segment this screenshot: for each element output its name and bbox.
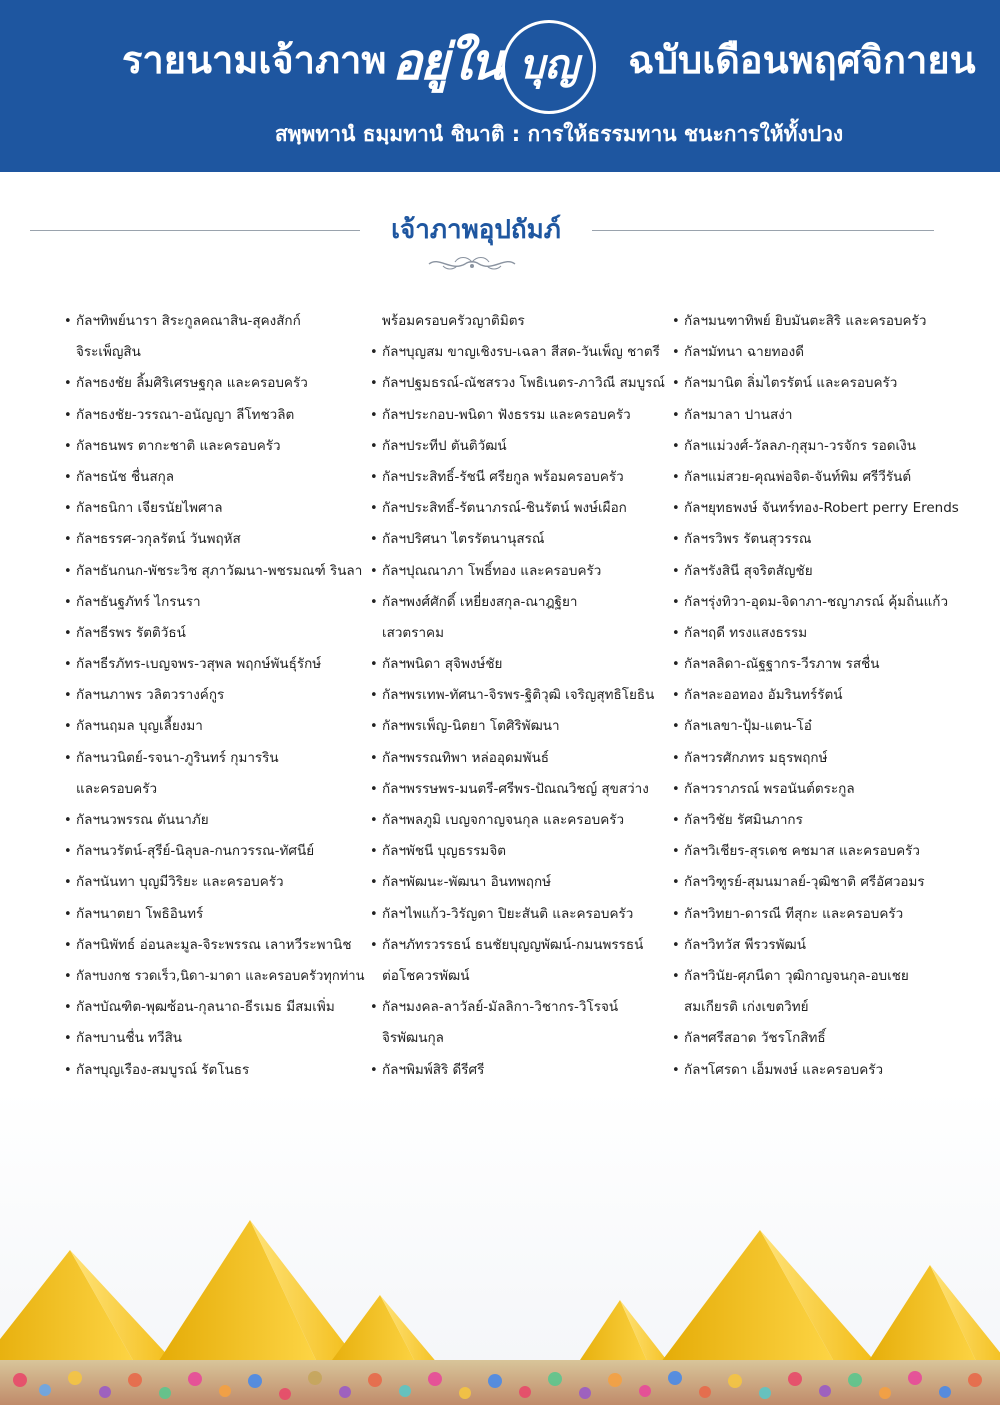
bullet-icon: • — [370, 719, 378, 735]
bullet-icon: • — [64, 657, 72, 673]
sponsor-name-text: กัลฯยุทธพงษ์ จันทร์ทอง-Robert perry Erends — [684, 500, 959, 517]
sponsor-name-text: กัลฯมานิต ลิ่มไตรรัตน์ และครอบครัว — [684, 375, 898, 392]
sponsor-name — [672, 836, 972, 867]
sponsor-name-text: พร้อมครอบครัวญาติมิตร — [382, 313, 525, 329]
sponsor-name-text: กัลฯโศรดา เอ็มพงษ์ และครอบครัว — [684, 1061, 884, 1078]
sponsor-name-text: กัลฯทิพย์นารา สิระกูลคณาสิน-สุคงสักก์ — [76, 313, 301, 329]
sponsor-list — [0, 306, 1000, 1096]
sponsor-name — [64, 431, 364, 462]
sponsor-name — [672, 805, 972, 836]
sponsor-name-text: กัลฯแม่สวย-คุณพ่อจิต-จันท์พิม ศรีวีรันต์ — [684, 468, 912, 485]
sponsor-name — [370, 524, 670, 555]
logo-text-circle: บุญ — [519, 41, 579, 88]
sponsor-name-text: กัลฯนวรัตน์-สุรีย์-นิลุบล-กนกวรรณ-ทัศนีย์ — [76, 843, 315, 860]
sponsor-name — [672, 587, 972, 618]
sponsor-name-text: กัลฯธันกนก-พัชระวิช สุภาวัฒนา-พชรมณฑ์ รินลา — [76, 562, 363, 579]
sponsor-name — [672, 961, 972, 992]
sponsor-name-text: กัลฯพิมพ์สิริ ดีรีศรี — [382, 1061, 485, 1078]
sponsor-name — [64, 805, 364, 836]
bullet-icon: • — [370, 1062, 378, 1078]
sponsor-name — [672, 400, 972, 431]
bullet-icon: • — [672, 563, 680, 579]
sponsor-name-text: กัลฯฤดี ทรงแสงธรรม — [684, 624, 808, 641]
bullet-icon: • — [370, 407, 378, 423]
sponsor-name-text: กัลฯรังสินี สุจริตสัญชัย — [684, 562, 813, 579]
sponsor-name — [672, 462, 972, 493]
bullet-icon: • — [64, 438, 72, 454]
sponsor-name-text: กัลฯประทีป ตันติวัฒน์ — [382, 437, 507, 454]
sponsor-name — [672, 1023, 972, 1054]
ornament-flourish-icon — [425, 252, 519, 274]
bullet-icon: • — [64, 906, 72, 922]
sponsor-name — [64, 930, 364, 961]
sponsor-name-text: กัลฯเลขา-ปุ้ม-แตน-โอ๋ — [684, 718, 812, 735]
section-title: เจ้าภาพอุปถัมภ์ — [391, 215, 561, 245]
bullet-icon: • — [64, 532, 72, 548]
sponsor-name-text: กัลฯนฤมล บุญเลี้ยงมา — [76, 718, 203, 735]
bullet-icon: • — [672, 407, 680, 423]
bullet-icon: • — [672, 1062, 680, 1078]
sponsor-name-text: กัลฯภัทรวรรธน์ ธนชัยบุญญพัฒน์-กมนพรรธน์ — [382, 936, 644, 953]
sponsor-name — [64, 961, 364, 992]
bullet-icon: • — [370, 376, 378, 392]
sponsor-name — [370, 431, 670, 462]
sponsor-name-text: กัลฯศรีสอาด วัชรโกสิทธิ์ — [684, 1030, 826, 1047]
bullet-icon: • — [672, 906, 680, 922]
sponsor-name-text: กัลฯพรรษพร-มนตรี-ศรีพร-ปัณณวิชญ์ สุขสว่าง — [382, 780, 649, 797]
divider-right — [592, 230, 934, 231]
sponsor-name — [64, 493, 364, 524]
bullet-icon: • — [672, 314, 680, 329]
sponsor-name-continued — [370, 306, 670, 337]
sponsor-name — [370, 400, 670, 431]
bullet-icon: • — [370, 813, 378, 828]
sponsor-name-text: กัลฯวิเชียร-สุรเดช คชมาส และครอบครัว — [684, 843, 920, 860]
bullet-icon: • — [64, 875, 72, 891]
bullet-icon: • — [672, 469, 680, 485]
header-title-right: ฉบับเดือนพฤศจิกายน — [628, 38, 976, 82]
sponsor-name-text: กัลฯธนิกา เจียรนัยไพศาล — [76, 500, 223, 517]
sponsor-name — [370, 743, 670, 774]
sponsor-name — [64, 524, 364, 555]
sponsor-name — [370, 462, 670, 493]
bullet-icon: • — [370, 688, 378, 704]
sponsor-name — [370, 711, 670, 742]
bullet-icon: • — [64, 625, 72, 641]
sponsor-name-text: กัลฯธนพร ตากะชาติ และครอบครัว — [76, 437, 281, 454]
sponsor-name — [64, 711, 364, 742]
sponsor-name — [64, 587, 364, 618]
sponsor-name-text: กัลฯพนิดา สุจิพงษ์ชัย — [382, 656, 503, 673]
sponsor-name — [64, 1055, 364, 1086]
bullet-icon: • — [370, 563, 378, 579]
bullet-icon: • — [370, 844, 378, 860]
sponsor-name-text: กัลฯพรเทพ-ทัศนา-จิรพร-ฐิติวุฒิ เจริญสุทธิโยธิน — [382, 687, 655, 704]
logo-circle — [502, 20, 596, 114]
bullet-icon: • — [672, 813, 680, 828]
bullet-icon: • — [64, 750, 72, 766]
bullet-icon: • — [672, 1031, 680, 1047]
sponsor-name-continued — [64, 337, 364, 368]
bullet-icon: • — [370, 937, 378, 953]
bullet-icon: • — [64, 407, 72, 423]
bullet-icon: • — [64, 813, 72, 828]
bullet-icon: • — [672, 968, 680, 984]
sponsor-name-text: กัลฯนภาพร วลิตวรางค์กูร — [76, 687, 225, 704]
bullet-icon: • — [370, 345, 378, 361]
sponsor-name-text: สมเกียรติ เก่งเขตวิทย์ — [684, 999, 809, 1016]
sponsor-name-text: เสวตราคม — [382, 624, 444, 641]
bullet-icon: • — [672, 594, 680, 610]
sponsor-name — [370, 992, 670, 1023]
bullet-icon: • — [370, 657, 378, 673]
sponsor-name-text: กัลฯวิฑูรย์-สุมนมาลย์-วุฒิชาติ ศรีอัศวอมร — [684, 874, 925, 891]
bullet-icon: • — [64, 1031, 72, 1047]
sponsor-name — [64, 306, 364, 337]
sponsor-name-text: กัลฯแม่วงศ์-วัลลภ-กุสุมา-วรจักร รอดเงิน — [684, 437, 916, 454]
sponsor-column-2 — [370, 306, 670, 1086]
sponsor-name-text: จิระเพ็ญสิน — [76, 344, 141, 361]
sponsor-name-text: กัลฯนวนิตย์-รจนา-ภูรินทร์ กุมารริน — [76, 749, 279, 766]
sponsor-name-text: กัลฯพรเพ็ญ-นิตยา โตศิริพัฒนา — [382, 718, 560, 735]
bullet-icon: • — [672, 937, 680, 953]
sponsor-name-text: กัลฯบานชื่น ทวีสิน — [76, 1030, 183, 1047]
sponsor-name-text: กัลฯวิทวัส พีรวรพัฒน์ — [684, 936, 806, 953]
sponsor-name — [370, 1055, 670, 1086]
sponsor-name — [672, 899, 972, 930]
sponsor-column-3 — [672, 306, 972, 1086]
sponsor-name-text: กัลฯนันทา บุญมีวิริยะ และครอบครัว — [76, 874, 284, 891]
sponsor-name — [370, 867, 670, 898]
sponsor-name-continued — [64, 774, 364, 805]
sponsor-name — [64, 649, 364, 680]
logo-text-primary: อยู่ใน — [392, 32, 502, 91]
bullet-icon: • — [672, 781, 680, 797]
sponsor-name-text: กัลฯไพแก้ว-วิรัญดา ปิยะสันติ และครอบครัว — [382, 905, 634, 922]
bullet-icon: • — [64, 501, 72, 517]
sponsor-name-text: กัลฯธันฐภัทร์ ไกรนรา — [76, 593, 201, 610]
sponsor-name-text: กัลฯปุณณาภา โพธิ์ทอง และครอบครัว — [382, 562, 602, 579]
bullet-icon: • — [370, 875, 378, 891]
sponsor-name-text: กัลฯบุญสม ขาญเชิงรบ-เฉลา สีสด-วันเพ็ญ ชาตรี — [382, 344, 660, 361]
bullet-icon: • — [64, 719, 72, 735]
sponsor-name — [370, 930, 670, 961]
sponsor-name — [64, 867, 364, 898]
sponsor-name-text: กัลฯละออทอง อัมรินทร์รัตน์ — [684, 687, 843, 704]
sponsor-name-continued — [370, 618, 670, 649]
sponsor-name-text: กัลฯพลภูมิ เบญจกาญจนกุล และครอบครัว — [382, 812, 625, 828]
sponsor-name — [64, 1023, 364, 1054]
sponsor-name — [672, 930, 972, 961]
sponsor-name — [370, 493, 670, 524]
bullet-icon: • — [370, 532, 378, 548]
header-subtitle: สพฺพทานํ ธมฺมทานํ ชินาติ : การให้ธรรมทาน ชนะการให้ทั้งปวง — [274, 122, 844, 146]
sponsor-name-text: กัลฯนาตยา โพธิอินทร์ — [76, 905, 204, 922]
sponsor-name — [64, 368, 364, 399]
bullet-icon: • — [672, 657, 680, 673]
sponsor-name-text: กัลฯปฐมธรณ์-ณัชสรวง โพธิเนตร-ภาวิณี สมบูรณ์ — [382, 375, 665, 392]
sponsor-name — [370, 836, 670, 867]
sponsor-name-text: กัลฯมัทนา ฉายทองดี — [684, 344, 804, 361]
bullet-icon: • — [64, 376, 72, 392]
sponsor-name — [64, 992, 364, 1023]
bullet-icon: • — [672, 688, 680, 704]
sponsor-name-text: กัลฯนวพรรณ ตันนาภัย — [76, 812, 209, 828]
sponsor-name — [672, 1055, 972, 1086]
sponsor-name — [64, 556, 364, 587]
bullet-icon: • — [672, 719, 680, 735]
bullet-icon: • — [370, 1000, 378, 1016]
sponsor-name — [672, 711, 972, 742]
sponsor-name — [64, 400, 364, 431]
sponsor-name-text: กัลฯพัฒนะ-พัฒนา อินทพฤกษ์ — [382, 874, 552, 891]
sponsor-name-continued — [370, 961, 670, 992]
sponsor-name — [672, 867, 972, 898]
sponsor-name-text: กัลฯนิพัทธ์ อ่อนละมูล-จิระพรรณ เลาหวีระพานิช — [76, 936, 352, 953]
sponsor-name — [370, 587, 670, 618]
bullet-icon: • — [672, 376, 680, 392]
bullet-icon: • — [672, 875, 680, 891]
bullet-icon: • — [672, 532, 680, 548]
sponsor-name-text: กัลฯพงศ์ศักดิ์ เหยี่ยงสกุล-ณาฎฐิยา — [382, 593, 578, 610]
sponsor-column-1 — [64, 306, 364, 1086]
bullet-icon: • — [672, 345, 680, 361]
sponsor-name — [672, 493, 972, 524]
bullet-icon: • — [370, 906, 378, 922]
sponsor-name — [370, 899, 670, 930]
sponsor-name — [672, 618, 972, 649]
sponsor-name — [64, 680, 364, 711]
sponsor-name-text: กัลฯบัณฑิต-พุฒซ้อน-กุลนาถ-ธีรเมธ มีสมเพิ่ม — [76, 999, 335, 1016]
bullet-icon: • — [64, 563, 72, 579]
logo — [392, 16, 608, 116]
bullet-icon: • — [672, 501, 680, 517]
sponsor-name-text: กัลฯปริศนา ไตรรัตนานุสรณ์ — [382, 531, 545, 548]
sponsor-name — [672, 306, 972, 337]
sponsor-name-text: กัลฯรวิพร รัตนสุวรรณ — [684, 531, 812, 548]
sponsor-name-text: กัลฯมงคล-ลาวัลย์-มัลลิกา-วิชากร-วิโรจน์ — [382, 999, 619, 1016]
bullet-icon: • — [370, 781, 378, 797]
sponsor-name — [672, 774, 972, 805]
sponsor-name — [64, 836, 364, 867]
bullet-icon: • — [64, 1000, 72, 1016]
sponsor-name-text: กัลฯวรศักภทร มธุรพฤกษ์ — [684, 749, 828, 766]
sponsor-name-text: และครอบครัว — [76, 780, 158, 797]
section-heading — [30, 208, 934, 252]
bullet-icon: • — [370, 438, 378, 454]
sponsor-name — [64, 462, 364, 493]
sponsor-name — [64, 743, 364, 774]
bullet-icon: • — [672, 625, 680, 641]
sponsor-name-text: กัลฯธงชัย-วรรณา-อนัญญา ลีโทชวลิต — [76, 406, 295, 423]
sponsor-name — [672, 743, 972, 774]
sponsor-name — [370, 368, 670, 399]
sponsor-name — [672, 524, 972, 555]
bullet-icon: • — [64, 314, 72, 329]
bullet-icon: • — [64, 937, 72, 953]
sponsor-name — [672, 431, 972, 462]
header-title-left: รายนามเจ้าภาพ — [122, 38, 387, 82]
sponsor-name-text: กัลฯประสิทธิ์-รัตนาภรณ์-ชินรัตน์ พงษ์เผือก — [382, 500, 627, 517]
sponsor-name-text: กัลฯธีรพร รัตติวัธน์ — [76, 624, 186, 641]
sponsor-name — [370, 680, 670, 711]
sponsor-name — [672, 368, 972, 399]
bullet-icon: • — [672, 844, 680, 860]
sponsor-name-text: กัลฯวินัย-ศุภนีดา วุฒิกาญจนกุล-อบเชย — [684, 967, 909, 984]
bullet-icon: • — [64, 844, 72, 860]
sponsor-name-text: กัลฯวิทยา-ดารณี ทีสุกะ และครอบครัว — [684, 905, 904, 922]
sponsor-name — [370, 774, 670, 805]
sponsor-name — [672, 680, 972, 711]
bullet-icon: • — [370, 501, 378, 517]
sponsor-name-text: กัลฯพรรณทิพา หล่ออุดมพันธ์ — [382, 749, 550, 766]
sponsor-name-text: กัลฯมนฑาทิพย์ ยิบมันตะสิริ และครอบครัว — [684, 313, 927, 329]
sponsor-name — [370, 805, 670, 836]
sponsor-name-text: กัลฯมาลา ปานสง่า — [684, 406, 793, 423]
sponsor-name-text: จิรพัฒนกุล — [382, 1030, 444, 1047]
divider-left — [30, 230, 360, 231]
sponsor-name-text: กัลฯประกอบ-พนิดา ฟังธรรม และครอบครัว — [382, 406, 631, 423]
pyramid-landscape-illustration — [0, 1090, 1000, 1405]
bullet-icon: • — [370, 750, 378, 766]
sponsor-name-text: กัลฯวิชัย รัศมินภากร — [684, 812, 803, 828]
bullet-icon: • — [672, 438, 680, 454]
sponsor-name — [370, 337, 670, 368]
sponsor-name-continued — [672, 992, 972, 1023]
sponsor-name-text: กัลฯบงกช รวดเร็ว,นิดา-มาดา และครอบครัวทุกท่าน — [76, 968, 365, 984]
header-banner — [0, 0, 1000, 172]
sponsor-name — [64, 618, 364, 649]
sponsor-name — [370, 649, 670, 680]
sponsor-name-text: กัลฯธนัช ชื่นสกุล — [76, 468, 175, 485]
sponsor-name-text: กัลฯรุ่งทิวา-อุดม-จิดาภา-ชญาภรณ์ คุ้มถิ่นแก้ว — [684, 593, 949, 610]
sponsor-name-text: กัลฯลลิดา-ณัฐฐากร-วีรภาพ รสชื่น — [684, 656, 880, 673]
sponsor-name-text: กัลฯธีรภัทร-เบญจพร-วสุพล พฤกษ์พันธุ์รักษ์ — [76, 656, 322, 673]
bullet-icon: • — [64, 688, 72, 704]
sponsor-name — [370, 556, 670, 587]
sponsor-name-text: กัลฯธงชัย ลิ้มศิริเศรษฐกุล และครอบครัว — [76, 375, 308, 392]
sponsor-name — [672, 556, 972, 587]
bullet-icon: • — [370, 594, 378, 610]
sponsor-name-text: กัลฯประสิทธิ์-รัชนี ศรียกูล พร้อมครอบครัว — [382, 468, 624, 485]
sponsor-name-continued — [370, 1023, 670, 1054]
sponsor-name-text: กัลฯธรรศ-วกุลรัตน์ วันพฤหัส — [76, 531, 241, 548]
sponsor-name-text: กัลฯวราภรณ์ พรอนันต์ตระกูล — [684, 780, 855, 797]
sponsor-name — [672, 649, 972, 680]
sponsor-name-text: กัลฯบุญเรือง-สมบูรณ์ รัตโนธร — [76, 1061, 250, 1078]
bullet-icon: • — [64, 594, 72, 610]
bullet-icon: • — [370, 469, 378, 485]
sponsor-name-text: ต่อโชควรพัฒน์ — [382, 967, 470, 984]
bullet-icon: • — [64, 968, 72, 984]
sponsor-name-text: กัลฯพัชนี บุญธรรมจิต — [382, 843, 506, 860]
bullet-icon: • — [64, 1062, 72, 1078]
sponsor-name — [64, 899, 364, 930]
sponsor-name — [672, 337, 972, 368]
bullet-icon: • — [64, 469, 72, 485]
bullet-icon: • — [672, 750, 680, 766]
